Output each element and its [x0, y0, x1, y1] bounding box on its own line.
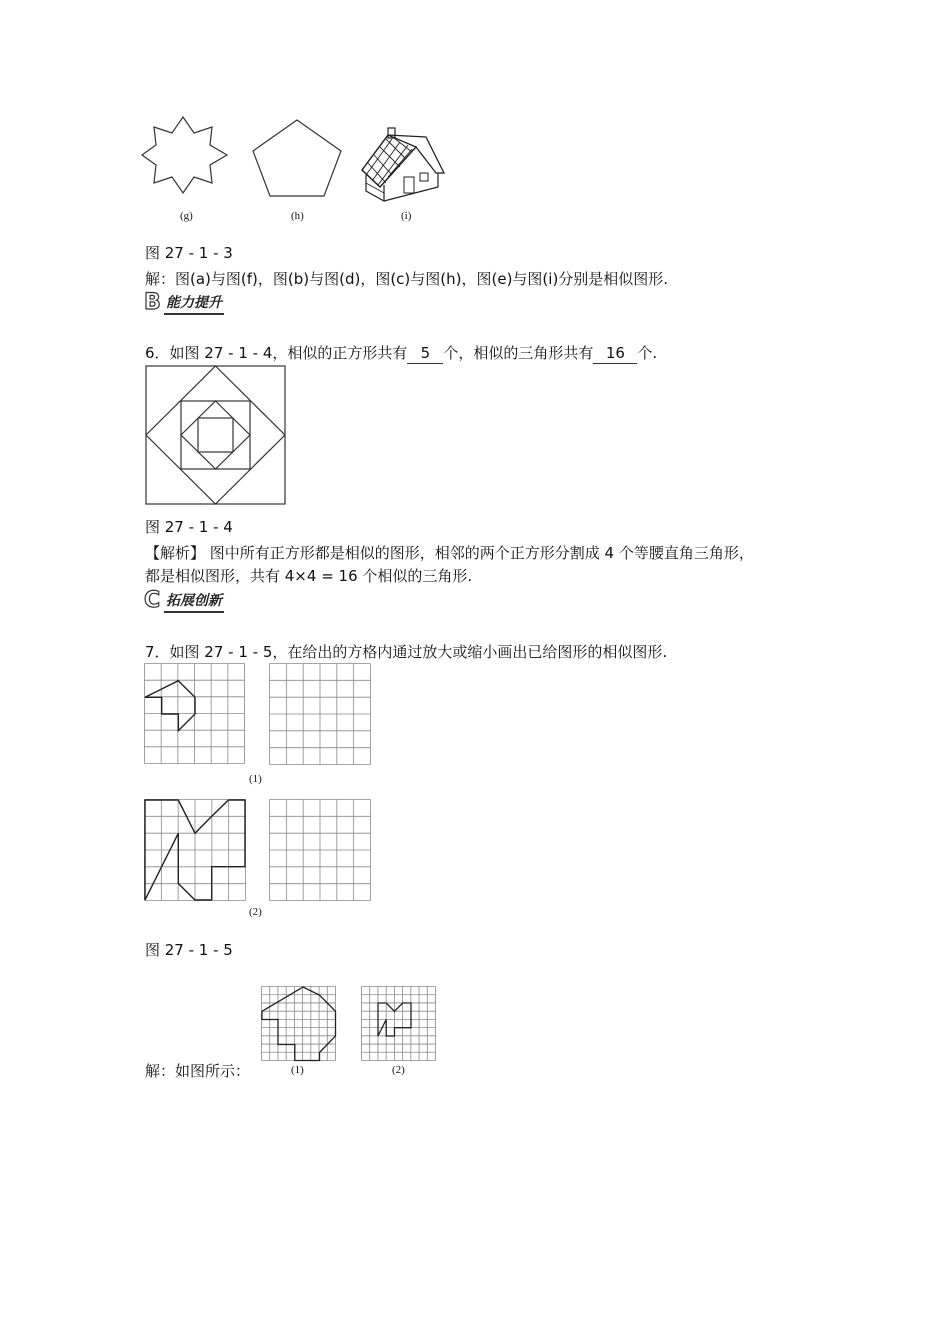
figure-label-i: (i)	[401, 210, 412, 222]
grid-label-2: (2)	[249, 906, 262, 918]
pentagon-shape-h	[250, 118, 345, 198]
question-6-prefix: 6．如图 27 - 1 - 4，相似的正方形共有	[145, 344, 408, 362]
answer-grid-label-1: (1)	[291, 1064, 304, 1076]
section-letter-b: B	[144, 290, 161, 315]
question-7: 7．如图 27 - 1 - 5，在给出的方格内通过放大或缩小画出已给图形的相似图形.	[145, 643, 668, 661]
section-badge-c	[144, 590, 224, 612]
nested-squares-figure	[145, 365, 287, 505]
section-title-c: 拓展创新	[164, 590, 224, 613]
grid-2-blank	[269, 799, 372, 902]
analysis-line-1: 【解析】 图中所有正方形都是相似的图形，相邻的两个正方形分割成 4 个等腰直角三角形，	[145, 544, 754, 562]
grid-2-given-figure	[144, 799, 247, 902]
section-badge-b	[144, 292, 224, 314]
octagram-shape-g	[140, 115, 230, 195]
answer-text-7: 解：如图所示：	[145, 1062, 251, 1080]
answer-blank-squares: 5	[407, 343, 443, 364]
question-6-suffix: 个.	[637, 344, 658, 362]
figure-caption-27-1-5: 图 27 - 1 - 5	[145, 941, 233, 959]
answer-grid-2	[361, 986, 437, 1062]
answer-grid-label-2: (2)	[392, 1064, 405, 1076]
analysis-line-2: 都是相似图形，共有 4×4 = 16 个相似的三角形.	[145, 567, 473, 585]
grid-1-blank	[269, 663, 372, 765]
figure-caption-27-1-4: 图 27 - 1 - 4	[145, 518, 233, 536]
question-6	[145, 343, 657, 364]
answer-blank-triangles: 16	[593, 343, 637, 364]
grid-label-1: (1)	[249, 773, 262, 785]
answer-grid-1	[261, 986, 337, 1062]
answer-text-5: 解：图(a)与图(f)，图(b)与图(d)，图(c)与图(h)，图(e)与图(i)分别是相似图形.	[145, 270, 669, 288]
grid-1-given-figure	[144, 663, 246, 765]
question-6-middle: 个，相似的三角形共有	[443, 344, 594, 362]
figure-caption-27-1-3: 图 27 - 1 - 3	[145, 244, 233, 262]
figure-label-h: (h)	[291, 210, 304, 222]
section-letter-c: C	[144, 588, 161, 613]
figure-label-g: (g)	[180, 210, 193, 222]
house-icon	[358, 125, 450, 203]
section-title-b: 能力提升	[164, 292, 224, 315]
